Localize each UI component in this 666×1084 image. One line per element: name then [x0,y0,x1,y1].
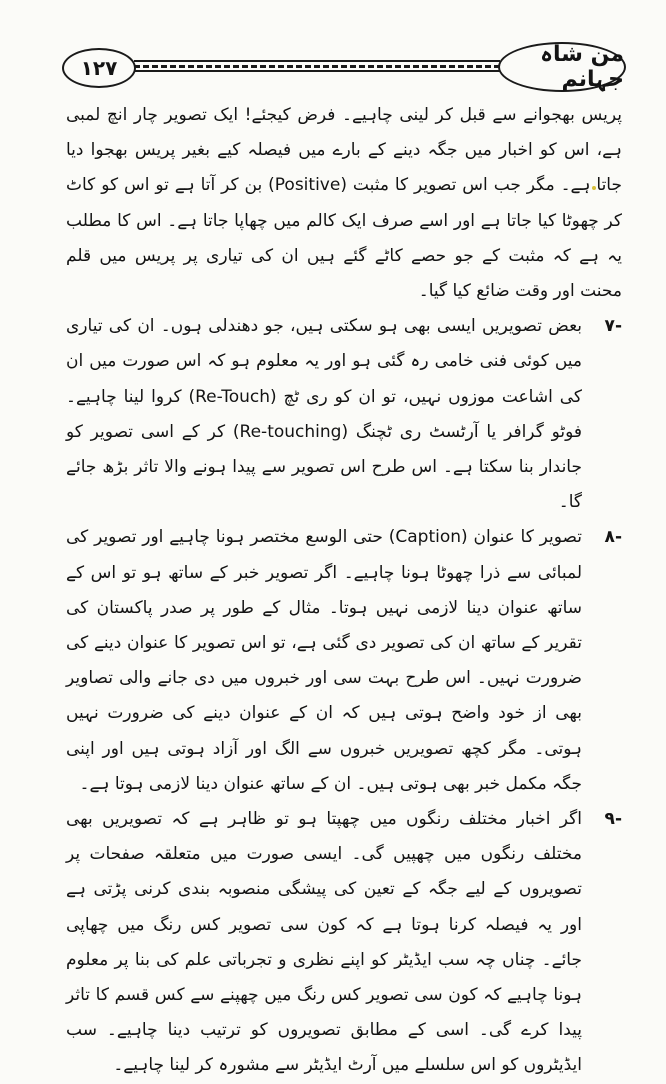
item-text: بعض تصویریں ایسی بھی ہو سکتی ہیں، جو دھندلی ہوں۔ ان کی تیاری میں کوئی فنی خامی رہ گئی ہو اور یہ معلوم ہو کہ اس صورت میں ان کی اشاعت موزوں نہیں، تو ان کو ری ٹچ (Re-Touch) کروا لینا چاہیے۔ فوٹو گرافر یا آرٹسٹ ری ٹچنگ (Re-touching) کر کے اسی تصویر کو جاندار بنا سکتا ہے۔ اس طرح اس تصویر سے پیدا ہونے والا تاثر بڑھ جائے گا۔ [66,316,583,513]
item-number: -۷ [604,316,622,337]
item-text: اگر اخبار مختلف رنگوں میں چھپتا ہو تو ظاہر ہے کہ تصویریں بھی مختلف رنگوں میں چھپیں گی۔ ایسی صورت میں متعلقہ صفحات پر تصویروں کے لیے جگہ کے تعین کی پیشگی منصوبہ بندی کرنی پڑتی ہے اور یہ فیصلہ کرنا ہوتا ہے کہ کون سی تصویر کس رنگ میں چھاپی جائے۔ چناں چہ سب ایڈیٹر کو اپنے نظری و تجرباتی علم کی بنا پر معلوم ہونا چاہیے کہ کون سی تصویر کس رنگ میں چھپنے سے کس قسم کا تاثر پیدا کرے گی۔ اسی کے مطابق تصویروں کو ترتیب دینا چاہیے۔ سب ایڈیٹروں کو اس سلسلے میں آرٹ ایڈیٹر سے مشورہ کر لینا چاہیے۔ [66,809,582,1076]
running-title: من شاہ جہانم [498,42,626,92]
intro-paragraph: پریس بھجوانے سے قبل کر لینی چاہیے۔ فرض کیجئے! ایک تصویر چار انچ لمبی ہے، اس کو اخبار میں جگہ دینے کے بارے میں فیصلہ کیے بغیر پریس بھجوا دیا جاتا ہے۔ مگر جب اس تصویر کا مثبت (Positive) بن کر آتا ہے تو اس کو کاٹ کر چھوٹا کیا جاتا ہے اور اسے صرف ایک کالم میں چھاپا جاتا ہے۔ اس کا مطلب یہ ہے کہ مثبت کے جو حصے کاٹے گئے ہیں ان کی تیاری پر پریس میں قلم محنت اور وقت ضائع کیا گیا۔ [66,105,622,302]
list-item-7 [66,309,622,520]
item-number: -۹ [604,809,622,830]
list-item-9 [66,802,622,1084]
list-item-8 [66,520,622,802]
page-number: ۱۲۷ [62,48,136,88]
item-text: تصویر کا عنوان (Caption) حتی الوسع مختصر ہونا چاہیے اور تصویر کی لمبائی سے ذرا چھوٹا ہونا چاہیے۔ اگر تصویر خبر کے ساتھ ہو تو اس کے ساتھ عنوان دینا لازمی نہیں ہوتا۔ مثال کے طور پر صدر پاکستان کی تقریر کے ساتھ ان کی تصویر دی گئی ہے، تو اس تصویر کا عنوان دینے کی ضرورت نہیں۔ اس طرح بہت سی اور خبروں میں دی جانے والی تصاویر بھی از خود واضح ہوتی ہیں کہ ان کے عنوان دینے کی ضرورت نہیں ہوتی۔ مگر کچھ تصویریں خبروں سے الگ اور آزاد ہوتی ہیں اور اپنی جگہ مکمل خبر بھی ہوتی ہیں۔ ان کے ساتھ عنوان دینا لازمی ہوتا ہے۔ [66,527,582,794]
page-header [60,38,626,98]
header-ornamental-rule [134,60,500,72]
item-number: -۸ [604,527,622,548]
page-body [66,98,622,1084]
